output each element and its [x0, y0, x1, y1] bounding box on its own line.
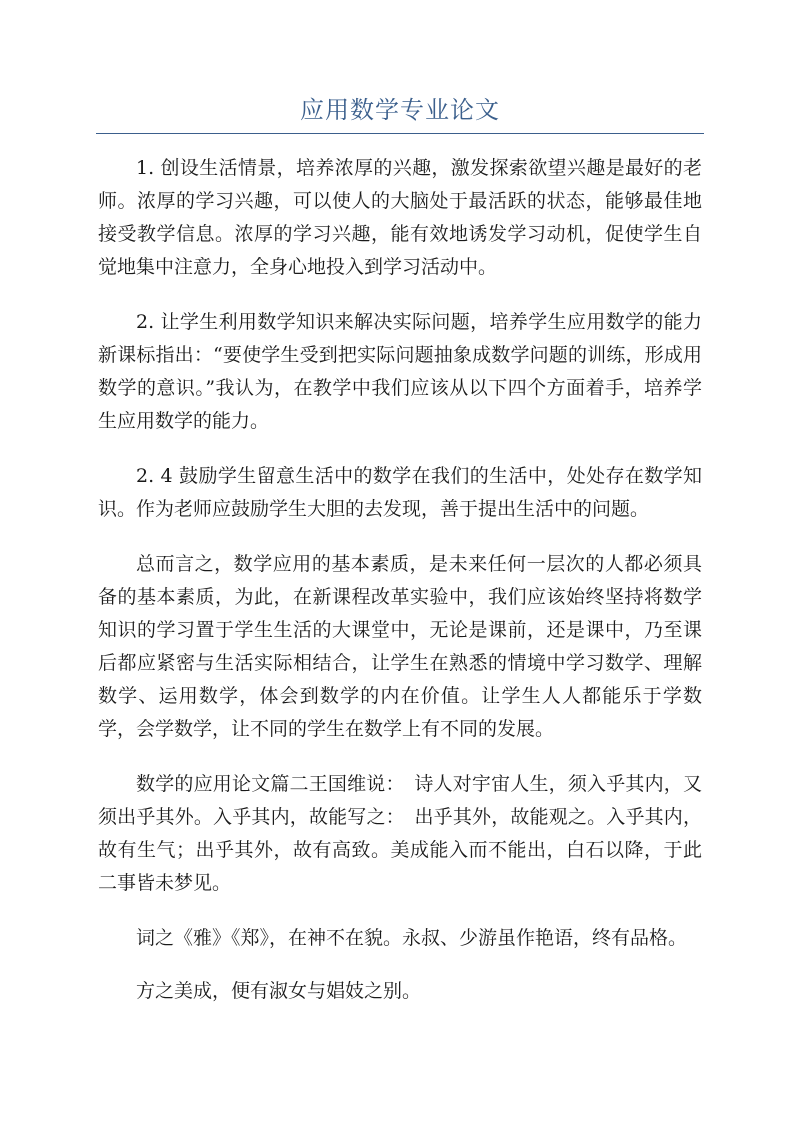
document-title: 应用数学专业论文 — [300, 96, 500, 124]
paragraph-1: 1. 创设生活情景，培养浓厚的兴趣，激发探索欲望兴趣是最好的老师。浓厚的学习兴趣，可以使人的大脑处于最活跃的状态，能够最佳地接受教学信息。浓厚的学习兴趣，能有效地诱发学习动机，促使学生自觉地集中注意力，全身心地投入到学习活动中。 — [98, 157, 702, 278]
paragraph-6: 词之《雅》《郑》，在神不在貌。永叔、少游虽作艳语，终有品格。 — [136, 927, 688, 949]
paragraph-5: 数学的应用论文篇二王国维说： 诗人对宇宙人生，须入乎其内，又须出乎其外。入乎其内，故能写之： 出乎其外，故能观之。入乎其内，故有生气；出乎其外，故有高致。美成能入而不能出，白石以降，于此二事皆未梦见。 — [98, 773, 702, 894]
document-body — [98, 152, 702, 1028]
paragraph-3: 2. 4 鼓励学生留意生活中的数学在我们的生活中，处处存在数学知识。作为老师应鼓励学生大胆的去发现，善于提出生活中的问题。 — [98, 465, 702, 520]
paragraph-4: 总而言之，数学应用的基本素质，是未来任何一层次的人都必须具备的基本素质，为此，在新课程改革实验中，我们应该始终坚持将数学知识的学习置于学生生活的大课堂中，无论是课前，还是课中，乃至课后都应紧密与生活实际相结合，让学生在熟悉的情境中学习数学、理解数学、运用数学，体会到数学的内在价值。让学生人人都能乐于学数学，会学数学，让不同的学生在数学上有不同的发展。 — [98, 553, 702, 740]
title-underline — [96, 133, 704, 134]
paragraph-7: 方之美成，便有淑女与娼妓之别。 — [136, 980, 422, 1002]
paragraph-2: 2. 让学生利用数学知识来解决实际问题，培养学生应用数学的能力新课标指出：“要使学生受到把实际问题抽象成数学问题的训练，形成用数学的意识。”我认为，在教学中我们应该从以下四个方面着手，培养学生应用数学的能力。 — [98, 311, 702, 432]
